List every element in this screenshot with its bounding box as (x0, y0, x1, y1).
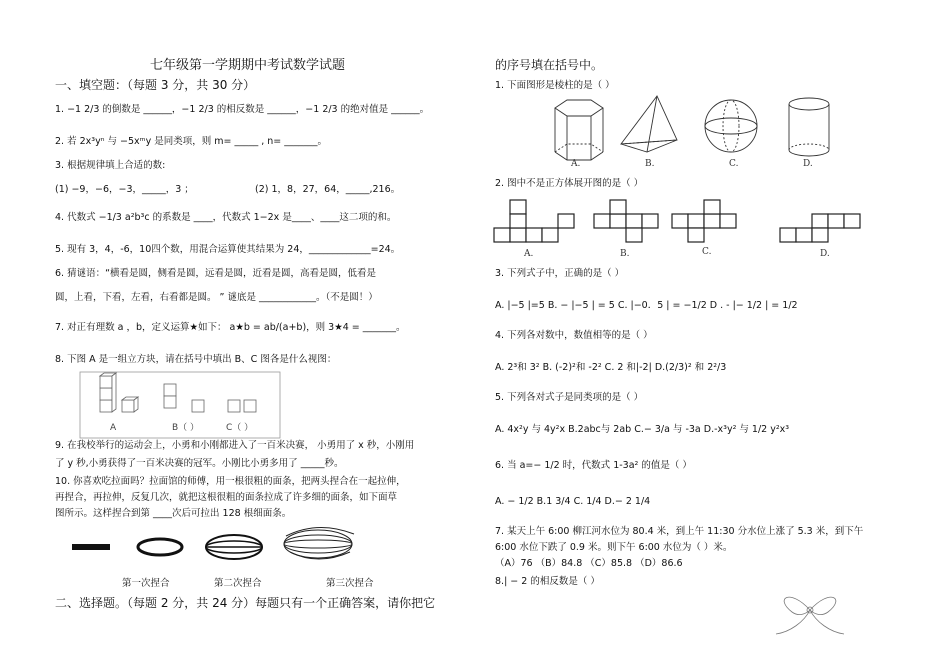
fill-q10-line1: 10. 你喜欢吃拉面吗？拉面馆的师傅，用一根很粗的面条，把两头捏合在一起拉伸， (55, 476, 406, 487)
solid-label-a: A. (571, 159, 581, 169)
section2-continued: 的序号填在括号中。 (495, 58, 604, 72)
choice-q5: 5. 下列各对式子是同类项的是（ ） (495, 392, 644, 403)
solid-label-c: C. (729, 159, 739, 169)
fill-q10-line2: 再捏合，再拉伸，反复几次，就把这根很粗的面条拉成了许多细的面条，如下面草 (55, 492, 398, 503)
fill-q9-line2: 了 y 秒,小勇获得了一百米决赛的冠军。小刚比小勇多用了 _____秒。 (55, 458, 344, 469)
section2-heading: 二、选择题。（每题 2 分，共 24 分）每题只有一个正确答案，请你把它 (55, 596, 436, 610)
cube-nets-figure (494, 198, 874, 258)
page-title: 七年级第一学期期中考试数学试题 (150, 58, 346, 73)
choice-q3: 3. 下列式子中，正确的是（ ） (495, 268, 625, 279)
noodle-figure (68, 522, 368, 572)
fill-q1: 1. −1 2/3 的倒数是 ______，−1 2/3 的相反数是 ______，−1 2/3 的绝对值是 ______。 (55, 104, 430, 115)
solid-label-d: D. (803, 159, 813, 169)
net-label-d: D. (820, 249, 830, 259)
choice-q7-options: （A）76 （B）84.8 （C）85.8 （D）86.6 (495, 558, 683, 569)
fill-q10-line3: 图所示。这样捏合到第 ____次后可拉出 128 根细面条。 (55, 508, 292, 519)
bow-doodle (770, 588, 850, 638)
choice-q1: 1. 下面图形是棱柱的是（ ） (495, 80, 615, 91)
fill-q8: 8. 下图 A 是一组立方块，请在括号中填出 B、C 图各是什么视图： (55, 354, 337, 365)
fill-q6-line1: 6. 猜谜语：“横看是圆，侧看是圆，远看是圆，近看是圆，高看是圆，低看是 (55, 268, 377, 279)
choice-q5-options: A. 4x²y 与 4y²x B.2abc与 2ab C.− 3/a 与 -3a D.-x³y² 与 1/2 y²x³ (495, 424, 790, 435)
choice-q3-options: A. |−5 |=5 B. − |−5 | = 5 C. |−0．5 | = −1/2 D . - |− 1/2 | = 1/2 (495, 300, 798, 311)
noodle-caption-1: 第一次捏合 (122, 578, 170, 589)
cube-label-a: A (110, 423, 117, 433)
choice-q7-line1: 7. 某天上午 6:00 柳江河水位为 80.4 米，到上午 11:30 分水位上涨了 5.3 米，到下午 (495, 526, 864, 537)
fill-q6-line2: 圆，上看，下看，左看，右看都是圆。 ” 谜底是 ____________。（不是圆！） (55, 292, 378, 303)
fill-q5: 5. 现有 3，4，-6，10四个数，用混合运算使其结果为 24，_____________=24。 (55, 244, 401, 255)
net-label-a: A. (524, 249, 534, 259)
fill-q7: 7. 对正有理数 a ，b，定义运算★如下： a★b = ab/(a+b)，则 3★4 = _______。 (55, 322, 406, 333)
solids-figure (545, 96, 845, 169)
noodle-caption-3: 第三次捏合 (326, 578, 374, 589)
choice-q4-options: A. 2³和 3² B. (-2)²和 -2² C. 2 和|-2| D.(2/3)² 和 2²/3 (495, 362, 727, 373)
choice-q4: 4. 下列各对数中，数值相等的是（ ） (495, 330, 653, 341)
fill-q3: 3. 根据规律填上合适的数: (55, 160, 166, 171)
choice-q6: 6. 当 a=− 1/2 时，代数式 1-3a² 的值是（ ） (495, 460, 692, 471)
fill-q4: 4. 代数式 −1/3 a²b³c 的系数是 ____，代数式 1−2x 是____、____这二项的和。 (55, 212, 397, 223)
choice-q8: 8.| − 2 的相反数是（ ） (495, 576, 600, 587)
fill-q2: 2. 若 2x³yⁿ 与 −5xᵐy 是同类项，则 m= _____ , n= _______。 (55, 136, 328, 147)
fill-q3-part2: (2) 1，8，27，64，_____,216。 (255, 184, 401, 195)
choice-q6-options: A. − 1/2 B.1 3/4 C. 1/4 D.− 2 1/4 (495, 496, 651, 507)
solid-label-b: B. (645, 159, 655, 169)
noodle-caption-2: 第二次捏合 (214, 578, 262, 589)
fill-q9-line1: 9. 在我校举行的运动会上，小勇和小刚都进入了一百米决赛， 小勇用了 x 秒，小刚用 (55, 440, 415, 451)
choice-q7-line2: 6:00 水位下跌了 0.9 米。则下午 6:00 水位为（ ）米。 (495, 542, 733, 553)
cube-label-b: B（ ） (172, 423, 200, 433)
net-label-b: B. (620, 249, 630, 259)
section1-heading: 一、填空题：（每题 3 分，共 30 分） (55, 78, 256, 92)
cube-label-c: C（ ） (226, 423, 254, 433)
fill-q3-part1: (1) −9，−6，−3，_____，3 ； (55, 184, 194, 195)
net-label-c: C. (702, 247, 712, 257)
choice-q2: 2. 图中不是正方体展开图的是（ ） (495, 178, 644, 189)
cube-views-figure (80, 372, 280, 438)
